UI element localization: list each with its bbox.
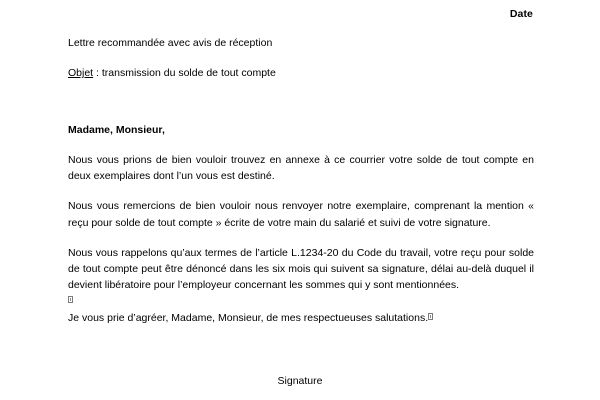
missing-glyph-line (68, 293, 534, 309)
missing-glyph-box-trailing-icon (428, 313, 433, 320)
missing-glyph-box-icon (68, 296, 73, 303)
registered-mail-notice: Lettre recommandée avec avis de réception (68, 37, 273, 49)
date-placeholder: Date (509, 8, 533, 20)
letter-body (68, 152, 534, 326)
subject-separator: : (93, 67, 102, 79)
closing-formula (68, 310, 534, 326)
salutation: Madame, Monsieur, (68, 124, 165, 136)
signature-label: Signature (277, 375, 323, 387)
body-paragraph-3: Nous vous rappelons qu’aux termes de l’article L.1234-20 du Code du travail, votre reçu pour solde de tout compte peut être dénoncé dans les six mois qui suivent sa signature, délai au-delà duquel il devient libératoire pour l’employeur concernant les sommes qui y sont mentionnées. (68, 246, 534, 292)
body-paragraph-1: Nous vous prions de bien vouloir trouvez en annexe à ce courrier votre solde de tout compte en deux exemplaires dont l’un vous est destiné. (68, 154, 534, 183)
subject-line (68, 66, 533, 80)
subject-value: transmission du solde de tout compte (101, 67, 276, 79)
subject-label: Objet (68, 67, 94, 79)
closing-text: Je vous prie d’agréer, Madame, Monsieur, de mes respectueuses salutations. (68, 311, 429, 324)
body-paragraph-2: Nous vous remercions de bien vouloir nous renvoyer notre exemplaire, comprenant la mention « reçu pour solde de tout compte » écrite de votre main du salarié et suivi de votre signature. (68, 200, 534, 229)
